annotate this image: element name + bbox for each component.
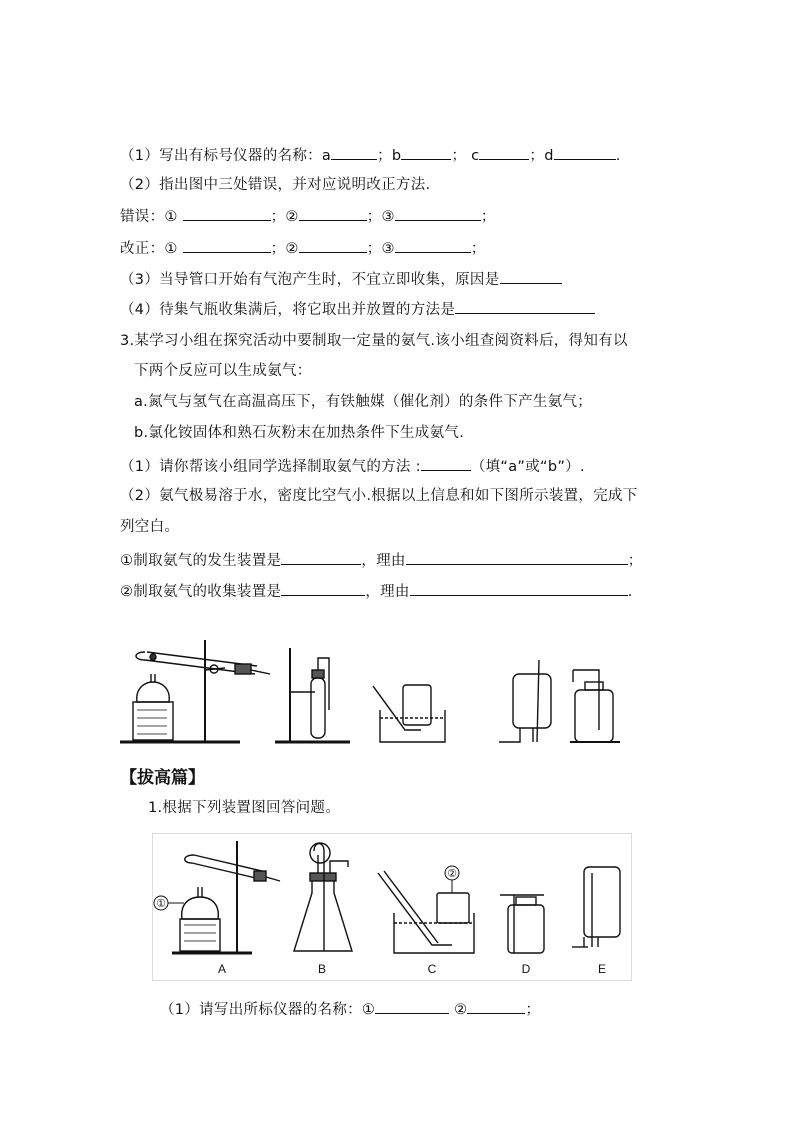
apparatus-figure-1 <box>115 630 650 750</box>
col-blank[interactable] <box>281 580 365 596</box>
error-label: 错误：① <box>120 209 178 225</box>
tube-stand-apparatus <box>275 648 350 742</box>
col-end: . <box>627 584 633 600</box>
marker-1: ① <box>156 898 166 910</box>
label-b: B <box>317 962 327 976</box>
q2-part1 <box>120 144 621 166</box>
label-d: D <box>521 962 531 976</box>
sep-c: ； c <box>451 148 480 164</box>
col-text: ②制取氨气的收集装置是 <box>120 584 282 600</box>
gen-reason-label: ，理由 <box>361 553 406 569</box>
error-blank-3[interactable] <box>395 205 481 221</box>
advanced-blank-2[interactable] <box>467 998 525 1014</box>
error-line <box>120 205 496 227</box>
error-sep-3: ；③ <box>366 209 395 225</box>
blank-d[interactable] <box>554 144 616 160</box>
col-reason-label: ，理由 <box>365 584 410 600</box>
advanced-end: ； <box>525 1002 541 1018</box>
gen-end: ； <box>627 553 643 569</box>
fix-label: 改正：① <box>120 241 178 257</box>
advanced-part1-text: （1）请写出所标仪器的名称：① <box>160 1002 376 1018</box>
advanced-q1: 1.根据下列装置图回答问题。 <box>148 800 341 816</box>
apparatus-d <box>500 895 544 953</box>
fix-line <box>120 237 486 259</box>
blank-b[interactable] <box>401 144 451 160</box>
q2-part3-blank[interactable] <box>500 268 562 284</box>
apparatus-c <box>378 871 474 953</box>
q3-part2-a: （2）氨气极易溶于水，密度比空气小.根据以上信息和如下图所示装置，完成下 <box>120 488 638 504</box>
fix-sep-3: ；③ <box>366 241 395 257</box>
gen-text: ①制取氨气的发生装置是 <box>120 553 282 569</box>
error-blank-2[interactable] <box>299 205 367 221</box>
apparatus-a <box>172 841 280 953</box>
col-reason-blank[interactable] <box>410 580 628 596</box>
fix-blank-2[interactable] <box>299 237 367 253</box>
q3-option-a: a.氮气与氢气在高温高压下，有铁触媒（催化剂）的条件下产生氨气； <box>134 394 593 410</box>
sep-d: ；d <box>529 148 554 164</box>
label-c: C <box>427 962 437 976</box>
period: . <box>615 148 621 164</box>
label-a: A <box>217 962 227 976</box>
fix-sep-2: ；② <box>270 241 299 257</box>
marker-2: ② <box>447 868 457 880</box>
apparatus-e <box>572 867 620 947</box>
fix-blank-3[interactable] <box>395 237 471 253</box>
advanced-heading: 【拔高篇】 <box>120 768 205 788</box>
q2-part3-text: （3）当导管口开始有气泡产生时，不宜立即收集，原因是 <box>120 272 500 288</box>
advanced-sep-2: ② <box>449 1002 468 1018</box>
q2-part3 <box>120 268 562 290</box>
advanced-part1 <box>160 998 540 1020</box>
q3-stem-1: 3.某学习小组在探究活动中要制取一定量的氨气.该小组查阅资料后，得知有以 <box>120 333 628 349</box>
bottle-mouth-down-apparatus <box>499 660 551 742</box>
gen-reason-blank[interactable] <box>406 549 628 565</box>
fix-end: ； <box>470 241 486 257</box>
error-end: ； <box>480 209 496 225</box>
label-e: E <box>597 962 607 976</box>
error-blank-1[interactable] <box>183 205 271 221</box>
q3-generator-line <box>120 549 643 571</box>
blank-a[interactable] <box>331 144 377 160</box>
apparatus-b <box>294 843 352 951</box>
q2-part2: （2）指出图中三处错误，并对应说明改正方法. <box>120 177 431 193</box>
q3-part1 <box>120 455 585 477</box>
q3-part1-blank[interactable] <box>421 455 471 471</box>
heating-apparatus <box>120 640 270 742</box>
blank-c[interactable] <box>479 144 529 160</box>
gas-bottle-apparatus <box>570 670 620 742</box>
gen-blank[interactable] <box>281 549 361 565</box>
q3-part1-text: （1）请你帮该小组同学选择制取氨气的方法 : <box>120 459 421 475</box>
q2-part4 <box>120 298 595 320</box>
q3-option-b: b.氯化铵固体和熟石灰粉末在加热条件下生成氨气. <box>134 425 465 441</box>
apparatus-figure-2 <box>152 833 632 981</box>
sep-b: ；b <box>377 148 402 164</box>
q2-part4-blank[interactable] <box>455 298 595 314</box>
q3-part2-b: 列空白。 <box>120 519 180 535</box>
q3-collector-line <box>120 580 633 602</box>
advanced-blank-1[interactable] <box>375 998 449 1014</box>
q3-part1-post: （填“a”或“b”）. <box>470 459 585 475</box>
fix-blank-1[interactable] <box>183 237 271 253</box>
water-trough-apparatus <box>373 685 445 742</box>
q2-part1-text: （1）写出有标号仪器的名称：a <box>120 148 332 164</box>
q3-stem-2: 下两个反应可以生成氨气： <box>134 363 312 379</box>
error-sep-2: ；② <box>270 209 299 225</box>
q2-part4-text: （4）待集气瓶收集满后，将它取出并放置的方法是 <box>120 302 456 318</box>
